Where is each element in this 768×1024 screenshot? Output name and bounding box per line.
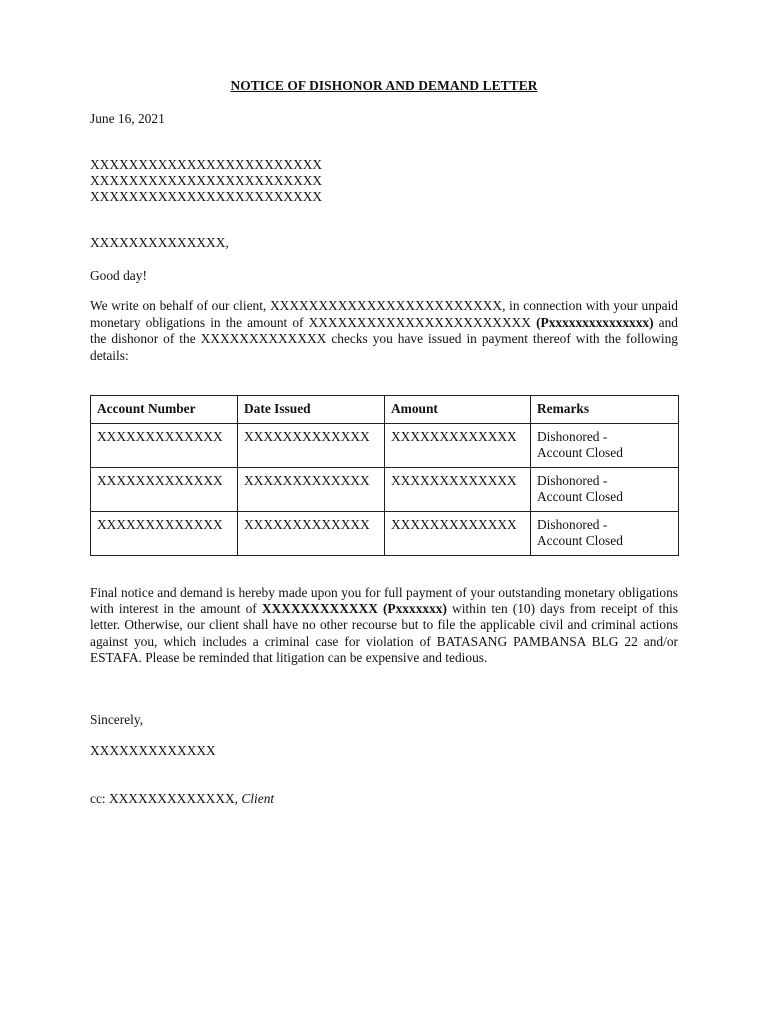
- cc-recipient: cc: XXXXXXXXXXXXX,: [90, 791, 242, 806]
- greeting: Good day!: [90, 268, 147, 283]
- letter-page: [90, 0, 678, 1024]
- salutation: XXXXXXXXXXXXXX,: [90, 235, 229, 250]
- signer-name: XXXXXXXXXXXXX: [90, 743, 216, 758]
- address-line: XXXXXXXXXXXXXXXXXXXXXXXX: [90, 189, 323, 204]
- demand-amount: XXXXXXXXXXXX: [261, 601, 378, 617]
- remarks-line: Account Closed: [537, 533, 623, 548]
- paragraph-text: within ten (10) days from receipt of this letter. Otherwise, our client shall have no other recourse but to file the applicable civil and criminal actions against you, which includes a criminal case for violation of BATASANG PAMBANSA BLG 22 and/or ESTAFA. Please be reminded that litigation can be expensive and tedious.: [90, 601, 678, 665]
- cell-amount: XXXXXXXXXXXXX: [385, 424, 531, 468]
- remarks-line: Dishonored -: [537, 473, 608, 488]
- cell-account-number: XXXXXXXXXXXXX: [91, 512, 238, 556]
- table-row: [91, 512, 679, 556]
- cc-line: [90, 791, 274, 807]
- remarks-line: Dishonored -: [537, 429, 608, 444]
- address-line: XXXXXXXXXXXXXXXXXXXXXXXX: [90, 157, 323, 172]
- cell-remarks: [531, 512, 679, 556]
- cell-date-issued: XXXXXXXXXXXXX: [238, 468, 385, 512]
- check-count: XXXXXXXXXXXXX: [200, 331, 327, 346]
- table-header-row: [91, 396, 679, 424]
- demand-amount-paren: (Pxxxxxxx): [382, 601, 447, 617]
- header-remarks: Remarks: [531, 396, 679, 424]
- cell-account-number: XXXXXXXXXXXXX: [91, 468, 238, 512]
- remarks-line: Account Closed: [537, 445, 623, 460]
- cell-remarks: [531, 424, 679, 468]
- table-row: [91, 468, 679, 512]
- table-row: [91, 424, 679, 468]
- remarks-line: Dishonored -: [537, 517, 608, 532]
- recipient-address: [90, 157, 322, 205]
- remarks-line: Account Closed: [537, 489, 623, 504]
- client-name: XXXXXXXXXXXXXXXXXXXXXXXX: [270, 298, 503, 313]
- cc-role: Client: [241, 791, 275, 806]
- header-amount: Amount: [385, 396, 531, 424]
- cell-account-number: XXXXXXXXXXXXX: [91, 424, 238, 468]
- header-date-issued: Date Issued: [238, 396, 385, 424]
- checks-table: [90, 395, 679, 556]
- cell-date-issued: XXXXXXXXXXXXX: [238, 424, 385, 468]
- header-account-number: Account Number: [91, 396, 238, 424]
- paragraph-text: We write on behalf of our client,: [90, 298, 270, 313]
- cell-amount: XXXXXXXXXXXXX: [385, 468, 531, 512]
- paragraph-text: Final notice and demand is hereby made upon you for full payment of your outstanding monetary obligations with interest in the amount of: [90, 585, 678, 617]
- cell-remarks: [531, 468, 679, 512]
- opening-paragraph: [90, 298, 678, 364]
- obligation-amount-paren: (Pxxxxxxxxxxxxxxx): [536, 314, 654, 330]
- paragraph-text: checks you have issued in payment thereof with the following details:: [90, 331, 678, 363]
- demand-paragraph: [90, 585, 678, 666]
- address-line: XXXXXXXXXXXXXXXXXXXXXXXX: [90, 173, 323, 188]
- closing: Sincerely,: [90, 712, 144, 727]
- letter-date: June 16, 2021: [90, 111, 165, 126]
- paragraph-text: and the dishonor of the: [90, 314, 678, 346]
- cell-date-issued: XXXXXXXXXXXXX: [238, 512, 385, 556]
- paragraph-text: , in connection with your unpaid monetary obligations in the amount of: [90, 298, 678, 330]
- cell-amount: XXXXXXXXXXXXX: [385, 512, 531, 556]
- obligation-amount: XXXXXXXXXXXXXXXXXXXXXXX: [308, 314, 531, 330]
- letter-title: NOTICE OF DISHONOR AND DEMAND LETTER: [230, 78, 538, 93]
